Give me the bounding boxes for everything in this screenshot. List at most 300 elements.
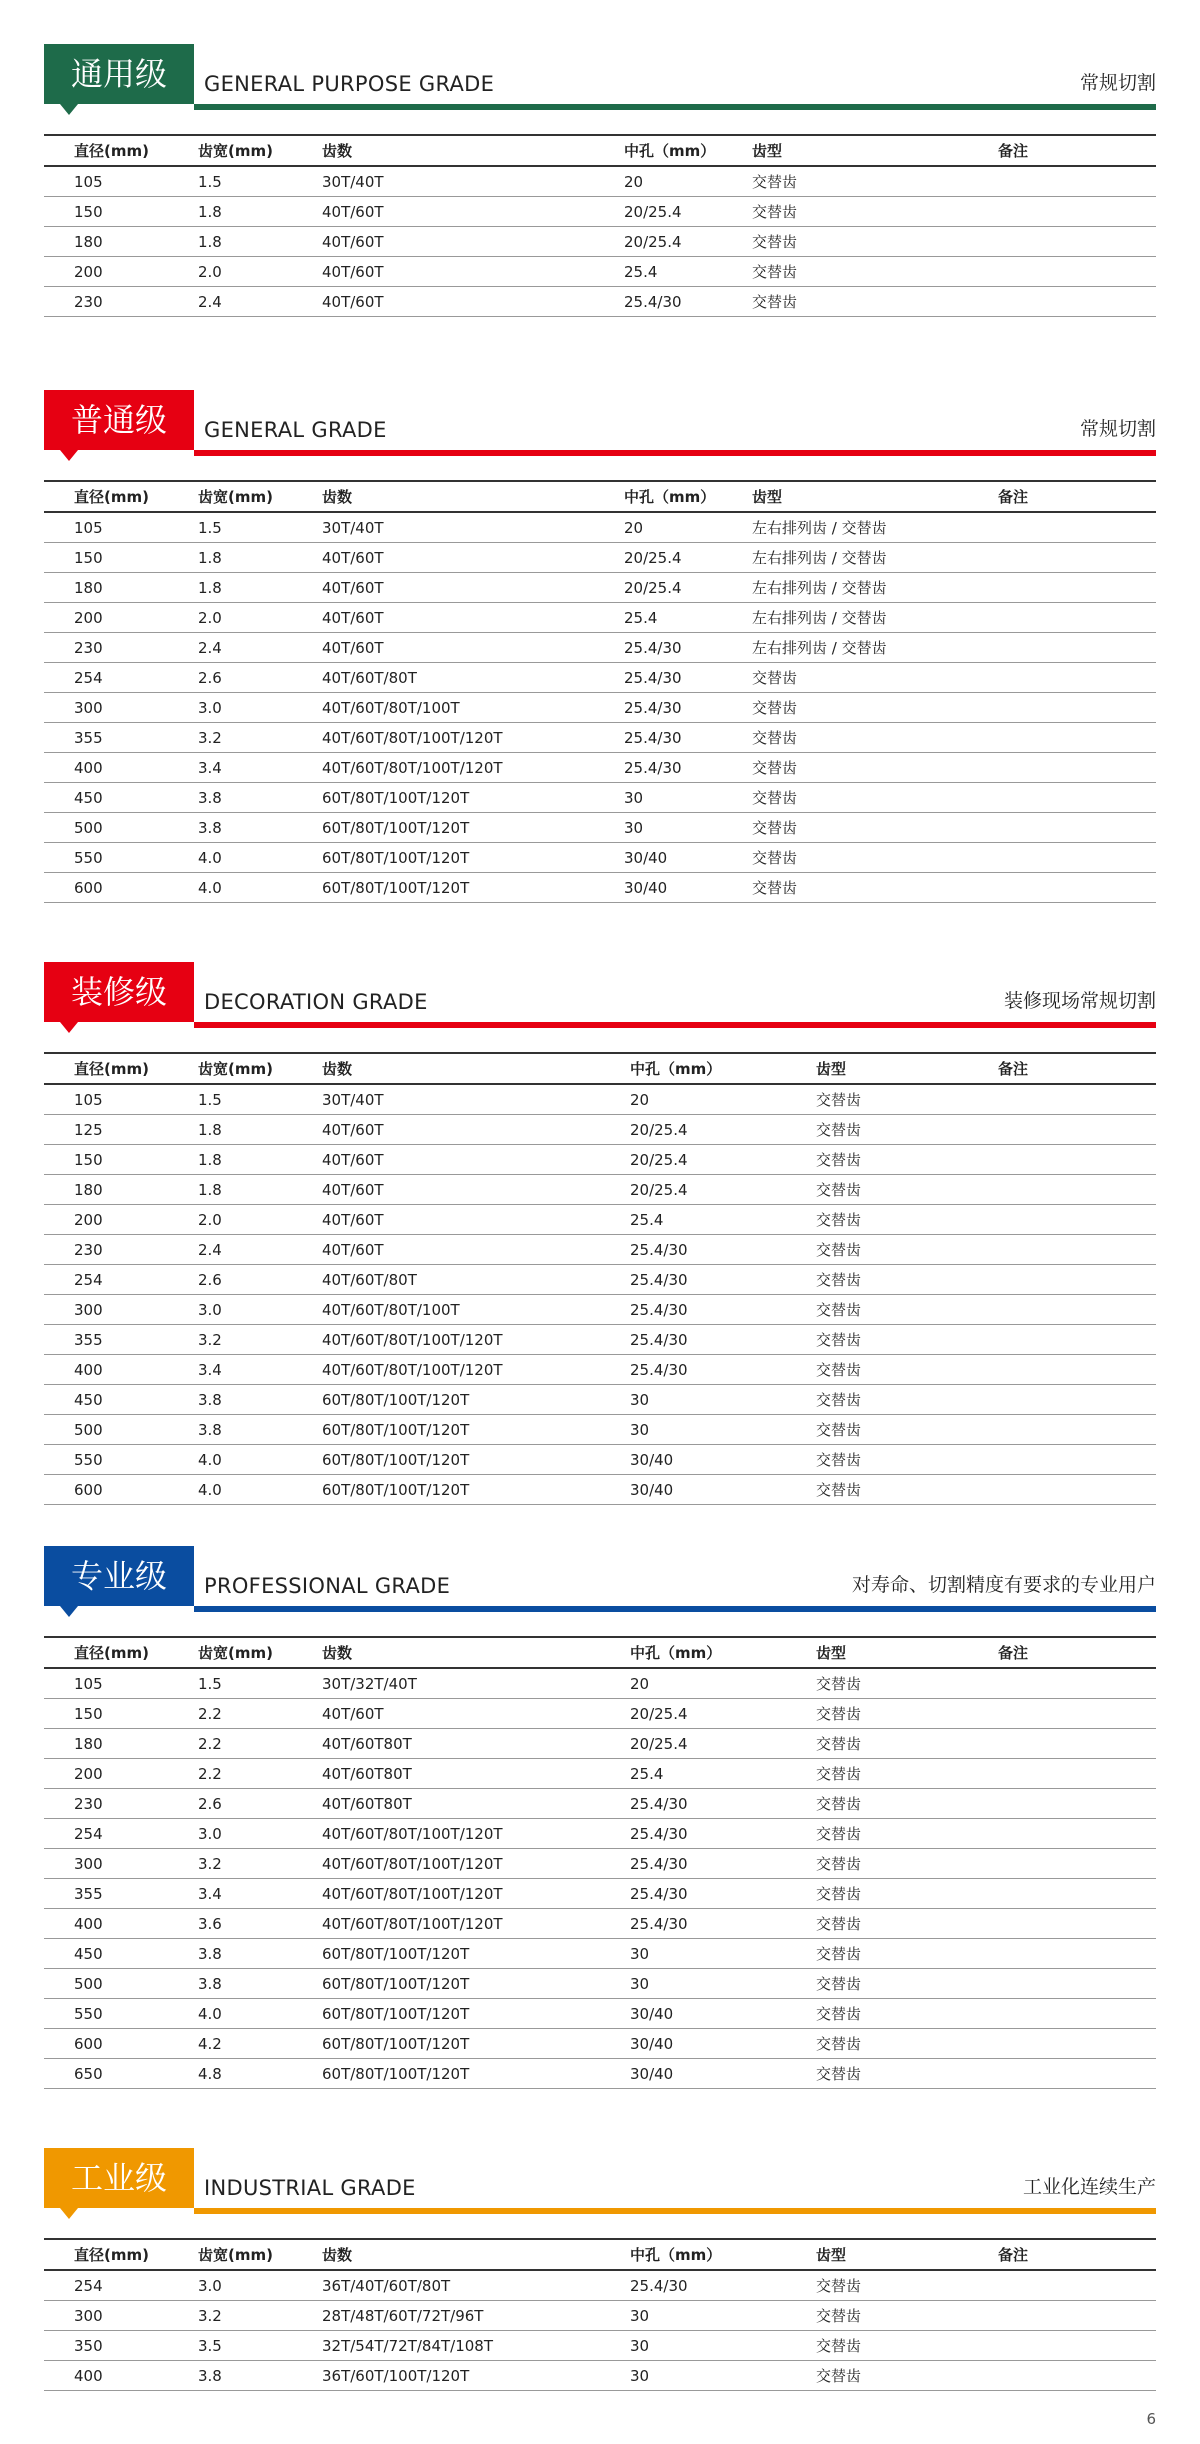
col-remarks — [998, 873, 1156, 903]
col-teeth: 60T/80T/100T/120T — [322, 1475, 630, 1505]
row-spacer — [44, 1475, 74, 1505]
table-row — [44, 1879, 1156, 1909]
col-tooth-type: 交替齿 — [752, 166, 998, 197]
col-tooth-type: 交替齿 — [752, 663, 998, 693]
col-remarks — [998, 723, 1156, 753]
col-tooth-type: 交替齿 — [816, 1668, 998, 1699]
col-bore: 20 — [630, 1084, 816, 1115]
table-row — [44, 813, 1156, 843]
row-spacer — [44, 2059, 74, 2089]
col-width: 3.8 — [198, 2361, 322, 2391]
header-col-tooth-type: 齿型 — [752, 135, 998, 166]
col-remarks — [998, 1668, 1156, 1699]
table-header-row — [44, 1637, 1156, 1668]
header-col-diameter: 直径(mm) — [74, 1053, 198, 1084]
col-tooth-type: 交替齿 — [816, 1729, 998, 1759]
col-remarks — [998, 813, 1156, 843]
table-row — [44, 573, 1156, 603]
col-diameter: 105 — [74, 1668, 198, 1699]
col-remarks — [998, 2331, 1156, 2361]
col-diameter: 400 — [74, 1909, 198, 1939]
col-tooth-type: 交替齿 — [816, 1115, 998, 1145]
row-spacer — [44, 1265, 74, 1295]
col-diameter: 125 — [74, 1115, 198, 1145]
col-width: 3.8 — [198, 1385, 322, 1415]
col-diameter: 400 — [74, 753, 198, 783]
col-remarks — [998, 1729, 1156, 1759]
col-bore: 30/40 — [630, 1475, 816, 1505]
col-remarks — [998, 1759, 1156, 1789]
col-teeth: 30T/40T — [322, 512, 624, 543]
col-teeth: 40T/60T80T — [322, 1729, 630, 1759]
table-header-row — [44, 1053, 1156, 1084]
col-bore: 20/25.4 — [624, 197, 752, 227]
col-diameter: 550 — [74, 1445, 198, 1475]
col-bore: 30/40 — [624, 873, 752, 903]
col-width: 3.8 — [198, 813, 322, 843]
col-remarks — [998, 1325, 1156, 1355]
col-diameter: 400 — [74, 2361, 198, 2391]
col-bore: 25.4 — [624, 257, 752, 287]
col-width: 3.2 — [198, 2301, 322, 2331]
col-tooth-type: 交替齿 — [752, 227, 998, 257]
col-remarks — [998, 1445, 1156, 1475]
page-number: 6 — [1146, 2410, 1156, 2428]
col-diameter: 200 — [74, 1205, 198, 1235]
header-col-teeth: 齿数 — [322, 481, 624, 512]
col-teeth: 40T/60T/80T/100T/120T — [322, 1325, 630, 1355]
col-remarks — [998, 1265, 1156, 1295]
header-col-teeth: 齿数 — [322, 135, 624, 166]
col-width: 2.4 — [198, 287, 322, 317]
table-row — [44, 873, 1156, 903]
row-spacer — [44, 753, 74, 783]
col-remarks — [998, 1475, 1156, 1505]
row-spacer — [44, 693, 74, 723]
col-diameter: 600 — [74, 873, 198, 903]
col-teeth: 40T/60T — [322, 543, 624, 573]
col-remarks — [998, 1849, 1156, 1879]
col-teeth: 40T/60T — [322, 1205, 630, 1235]
table-row — [44, 1729, 1156, 1759]
header-col-bore: 中孔（mm） — [630, 1637, 816, 1668]
col-width: 3.2 — [198, 1849, 322, 1879]
section-header — [44, 390, 1156, 464]
col-teeth: 30T/32T/40T — [322, 1668, 630, 1699]
col-teeth: 40T/60T — [322, 227, 624, 257]
grade-description: 常规切割 — [1079, 72, 1156, 94]
spec-table — [44, 480, 1156, 903]
grade-title-en: INDUSTRIAL GRADE — [204, 2176, 416, 2200]
header-col-width: 齿宽(mm) — [198, 1053, 322, 1084]
row-spacer — [44, 1415, 74, 1445]
col-width: 4.0 — [198, 1475, 322, 1505]
col-bore: 25.4/30 — [630, 1265, 816, 1295]
table-row — [44, 1849, 1156, 1879]
col-remarks — [998, 257, 1156, 287]
col-diameter: 254 — [74, 663, 198, 693]
row-spacer — [44, 1909, 74, 1939]
col-diameter: 400 — [74, 1355, 198, 1385]
col-remarks — [998, 1789, 1156, 1819]
col-tooth-type: 交替齿 — [816, 2301, 998, 2331]
col-teeth: 36T/40T/60T/80T — [322, 2270, 630, 2301]
table-row — [44, 2301, 1156, 2331]
col-width: 4.0 — [198, 1999, 322, 2029]
col-remarks — [998, 1355, 1156, 1385]
col-remarks — [998, 2029, 1156, 2059]
grade-title-cn: 普通级 — [70, 401, 167, 439]
col-diameter: 180 — [74, 573, 198, 603]
col-tooth-type: 左右排列齿 / 交替齿 — [752, 543, 998, 573]
header-col-diameter: 直径(mm) — [74, 2239, 198, 2270]
col-diameter: 150 — [74, 1145, 198, 1175]
table-row — [44, 227, 1156, 257]
header-col-bore: 中孔（mm） — [624, 135, 752, 166]
col-remarks — [998, 2361, 1156, 2391]
col-teeth: 40T/60T — [322, 257, 624, 287]
col-remarks — [998, 1879, 1156, 1909]
header-col-teeth: 齿数 — [322, 2239, 630, 2270]
col-tooth-type: 交替齿 — [816, 1385, 998, 1415]
col-remarks — [998, 2270, 1156, 2301]
col-tooth-type: 左右排列齿 / 交替齿 — [752, 633, 998, 663]
col-tooth-type: 交替齿 — [752, 257, 998, 287]
table-row — [44, 2270, 1156, 2301]
row-spacer — [44, 1849, 74, 1879]
col-bore: 25.4/30 — [630, 1295, 816, 1325]
col-tooth-type: 交替齿 — [816, 1909, 998, 1939]
row-spacer — [44, 512, 74, 543]
col-remarks — [998, 197, 1156, 227]
col-width: 1.8 — [198, 1115, 322, 1145]
table-row — [44, 1475, 1156, 1505]
col-width: 3.0 — [198, 2270, 322, 2301]
table-row — [44, 197, 1156, 227]
col-tooth-type: 交替齿 — [816, 1939, 998, 1969]
col-width: 4.8 — [198, 2059, 322, 2089]
col-diameter: 180 — [74, 1729, 198, 1759]
header-col-tooth-type: 齿型 — [816, 1053, 998, 1084]
col-bore: 30/40 — [624, 843, 752, 873]
row-spacer — [44, 1355, 74, 1385]
table-row — [44, 1265, 1156, 1295]
col-width: 2.2 — [198, 1729, 322, 1759]
row-spacer — [44, 1325, 74, 1355]
table-row — [44, 693, 1156, 723]
table-row — [44, 2361, 1156, 2391]
col-teeth: 40T/60T — [322, 1699, 630, 1729]
col-remarks — [998, 1295, 1156, 1325]
row-spacer — [44, 1084, 74, 1115]
row-spacer — [44, 1668, 74, 1699]
col-bore: 25.4/30 — [624, 723, 752, 753]
grade-badge — [44, 390, 194, 450]
col-bore: 25.4/30 — [624, 287, 752, 317]
col-bore: 30 — [624, 783, 752, 813]
table-row — [44, 1969, 1156, 1999]
col-remarks — [998, 1385, 1156, 1415]
col-diameter: 230 — [74, 633, 198, 663]
col-remarks — [998, 783, 1156, 813]
grade-title-cn: 工业级 — [70, 2159, 167, 2197]
col-teeth: 60T/80T/100T/120T — [322, 1445, 630, 1475]
badge-pointer-icon — [60, 1022, 78, 1033]
header-col-width: 齿宽(mm) — [198, 1637, 322, 1668]
badge-pointer-icon — [60, 104, 78, 115]
badge-pointer-icon — [60, 450, 78, 461]
col-bore: 25.4/30 — [624, 663, 752, 693]
col-bore: 25.4/30 — [630, 1909, 816, 1939]
row-spacer — [44, 663, 74, 693]
col-remarks — [998, 1235, 1156, 1265]
badge-pointer-icon — [60, 2208, 78, 2219]
col-remarks — [998, 1205, 1156, 1235]
col-bore: 30/40 — [630, 1445, 816, 1475]
col-bore: 25.4 — [630, 1759, 816, 1789]
col-diameter: 500 — [74, 813, 198, 843]
col-teeth: 60T/80T/100T/120T — [322, 843, 624, 873]
col-diameter: 355 — [74, 1879, 198, 1909]
col-teeth: 40T/60T/80T — [322, 1265, 630, 1295]
col-diameter: 600 — [74, 2029, 198, 2059]
col-bore: 30/40 — [630, 2059, 816, 2089]
col-teeth: 60T/80T/100T/120T — [322, 1415, 630, 1445]
col-teeth: 40T/60T/80T/100T/120T — [322, 1909, 630, 1939]
col-diameter: 500 — [74, 1415, 198, 1445]
col-bore: 20/25.4 — [630, 1145, 816, 1175]
col-tooth-type: 交替齿 — [816, 2331, 998, 2361]
col-tooth-type: 交替齿 — [816, 1084, 998, 1115]
col-width: 4.0 — [198, 873, 322, 903]
col-diameter: 355 — [74, 723, 198, 753]
header-col-width: 齿宽(mm) — [198, 481, 322, 512]
col-bore: 30 — [630, 2361, 816, 2391]
grade-title-en: GENERAL GRADE — [204, 418, 387, 442]
col-teeth: 40T/60T — [322, 1235, 630, 1265]
grade-badge — [44, 1546, 194, 1606]
table-row — [44, 1205, 1156, 1235]
col-width: 2.4 — [198, 1235, 322, 1265]
row-spacer — [44, 1235, 74, 1265]
col-remarks — [998, 1145, 1156, 1175]
row-spacer — [44, 2270, 74, 2301]
col-bore: 25.4 — [624, 603, 752, 633]
col-width: 4.0 — [198, 843, 322, 873]
table-row — [44, 287, 1156, 317]
header-col-teeth: 齿数 — [322, 1053, 630, 1084]
col-diameter: 300 — [74, 1849, 198, 1879]
col-width: 2.2 — [198, 1759, 322, 1789]
col-bore: 20/25.4 — [630, 1729, 816, 1759]
col-diameter: 105 — [74, 1084, 198, 1115]
table-row — [44, 1355, 1156, 1385]
col-diameter: 300 — [74, 693, 198, 723]
header-col-tooth-type: 齿型 — [752, 481, 998, 512]
row-spacer — [44, 1385, 74, 1415]
row-spacer — [44, 1999, 74, 2029]
section-header — [44, 1546, 1156, 1620]
col-teeth: 40T/60T/80T/100T — [322, 693, 624, 723]
col-remarks — [998, 227, 1156, 257]
col-width: 3.0 — [198, 693, 322, 723]
col-teeth: 40T/60T/80T/100T — [322, 1295, 630, 1325]
col-diameter: 550 — [74, 1999, 198, 2029]
col-remarks — [998, 2059, 1156, 2089]
row-spacer — [44, 227, 74, 257]
col-bore: 30 — [630, 1939, 816, 1969]
col-bore: 20 — [624, 512, 752, 543]
col-remarks — [998, 1999, 1156, 2029]
row-spacer — [44, 633, 74, 663]
col-bore: 20/25.4 — [624, 227, 752, 257]
row-spacer — [44, 1729, 74, 1759]
header-bar — [194, 450, 1156, 456]
spec-table — [44, 134, 1156, 317]
col-diameter: 180 — [74, 1175, 198, 1205]
row-spacer — [44, 2361, 74, 2391]
row-spacer — [44, 723, 74, 753]
col-width: 3.2 — [198, 1325, 322, 1355]
table-row — [44, 543, 1156, 573]
col-teeth: 60T/80T/100T/120T — [322, 813, 624, 843]
col-teeth: 60T/80T/100T/120T — [322, 783, 624, 813]
table-row — [44, 1939, 1156, 1969]
col-tooth-type: 左右排列齿 / 交替齿 — [752, 573, 998, 603]
row-spacer — [44, 1205, 74, 1235]
col-tooth-type: 交替齿 — [816, 1175, 998, 1205]
col-teeth: 40T/60T/80T/100T/120T — [322, 723, 624, 753]
header-spacer — [44, 1637, 74, 1668]
col-width: 1.5 — [198, 166, 322, 197]
col-diameter: 105 — [74, 512, 198, 543]
table-row — [44, 1445, 1156, 1475]
col-teeth: 30T/40T — [322, 166, 624, 197]
grade-title-en: GENERAL PURPOSE GRADE — [204, 72, 495, 96]
col-width: 3.4 — [198, 1879, 322, 1909]
col-width: 1.8 — [198, 1145, 322, 1175]
col-teeth: 40T/60T/80T/100T/120T — [322, 1879, 630, 1909]
header-col-diameter: 直径(mm) — [74, 1637, 198, 1668]
col-bore: 20/25.4 — [624, 573, 752, 603]
col-tooth-type: 交替齿 — [752, 693, 998, 723]
header-col-remarks: 备注 — [998, 481, 1156, 512]
col-tooth-type: 交替齿 — [816, 2361, 998, 2391]
col-tooth-type: 交替齿 — [816, 1295, 998, 1325]
col-width: 2.0 — [198, 603, 322, 633]
header-col-width: 齿宽(mm) — [198, 135, 322, 166]
grade-badge — [44, 2148, 194, 2208]
col-tooth-type: 左右排列齿 / 交替齿 — [752, 512, 998, 543]
col-bore: 30 — [630, 2301, 816, 2331]
header-spacer — [44, 481, 74, 512]
col-teeth: 60T/80T/100T/120T — [322, 1999, 630, 2029]
col-width: 3.8 — [198, 1939, 322, 1969]
col-diameter: 450 — [74, 1385, 198, 1415]
col-remarks — [998, 512, 1156, 543]
col-diameter: 450 — [74, 783, 198, 813]
col-bore: 30 — [630, 2331, 816, 2361]
col-tooth-type: 交替齿 — [816, 1789, 998, 1819]
row-spacer — [44, 2301, 74, 2331]
row-spacer — [44, 1115, 74, 1145]
table-row — [44, 1325, 1156, 1355]
row-spacer — [44, 2029, 74, 2059]
col-teeth: 40T/60T/80T — [322, 663, 624, 693]
col-diameter: 230 — [74, 1235, 198, 1265]
header-col-width: 齿宽(mm) — [198, 2239, 322, 2270]
col-remarks — [998, 663, 1156, 693]
col-tooth-type: 交替齿 — [752, 197, 998, 227]
table-row — [44, 663, 1156, 693]
col-width: 2.6 — [198, 1265, 322, 1295]
table-row — [44, 2331, 1156, 2361]
col-tooth-type: 交替齿 — [816, 2059, 998, 2089]
col-tooth-type: 交替齿 — [752, 873, 998, 903]
table-row — [44, 1145, 1156, 1175]
col-remarks — [998, 1939, 1156, 1969]
col-diameter: 150 — [74, 1699, 198, 1729]
row-spacer — [44, 813, 74, 843]
col-diameter: 350 — [74, 2331, 198, 2361]
table-row — [44, 1819, 1156, 1849]
col-width: 3.5 — [198, 2331, 322, 2361]
col-bore: 25.4/30 — [630, 1879, 816, 1909]
row-spacer — [44, 843, 74, 873]
col-bore: 30/40 — [630, 2029, 816, 2059]
col-tooth-type: 交替齿 — [752, 813, 998, 843]
section-decoration — [44, 962, 1156, 1505]
col-diameter: 600 — [74, 1475, 198, 1505]
col-teeth: 40T/60T80T — [322, 1789, 630, 1819]
table-row — [44, 1909, 1156, 1939]
table-row — [44, 633, 1156, 663]
col-width: 3.8 — [198, 783, 322, 813]
col-tooth-type: 交替齿 — [816, 1819, 998, 1849]
col-diameter: 200 — [74, 257, 198, 287]
row-spacer — [44, 1879, 74, 1909]
col-diameter: 200 — [74, 603, 198, 633]
row-spacer — [44, 783, 74, 813]
grade-title-cn: 通用级 — [70, 55, 167, 93]
col-bore: 20 — [630, 1668, 816, 1699]
col-width: 1.8 — [198, 197, 322, 227]
table-row — [44, 1385, 1156, 1415]
col-remarks — [998, 1819, 1156, 1849]
col-tooth-type: 交替齿 — [752, 783, 998, 813]
col-bore: 20/25.4 — [630, 1699, 816, 1729]
col-tooth-type: 交替齿 — [816, 1445, 998, 1475]
header-col-diameter: 直径(mm) — [74, 481, 198, 512]
col-remarks — [998, 843, 1156, 873]
header-spacer — [44, 135, 74, 166]
row-spacer — [44, 603, 74, 633]
table-row — [44, 603, 1156, 633]
table-header-row — [44, 481, 1156, 512]
spec-table — [44, 2238, 1156, 2391]
header-col-remarks: 备注 — [998, 1637, 1156, 1668]
col-width: 3.8 — [198, 1415, 322, 1445]
header-col-remarks: 备注 — [998, 1053, 1156, 1084]
col-diameter: 254 — [74, 1265, 198, 1295]
col-teeth: 40T/60T/80T/100T/120T — [322, 1849, 630, 1879]
col-bore: 25.4/30 — [630, 1355, 816, 1385]
badge-pointer-icon — [60, 1606, 78, 1617]
col-tooth-type: 交替齿 — [816, 1325, 998, 1355]
col-remarks — [998, 1175, 1156, 1205]
col-width: 1.8 — [198, 1175, 322, 1205]
header-bar — [194, 2208, 1156, 2214]
